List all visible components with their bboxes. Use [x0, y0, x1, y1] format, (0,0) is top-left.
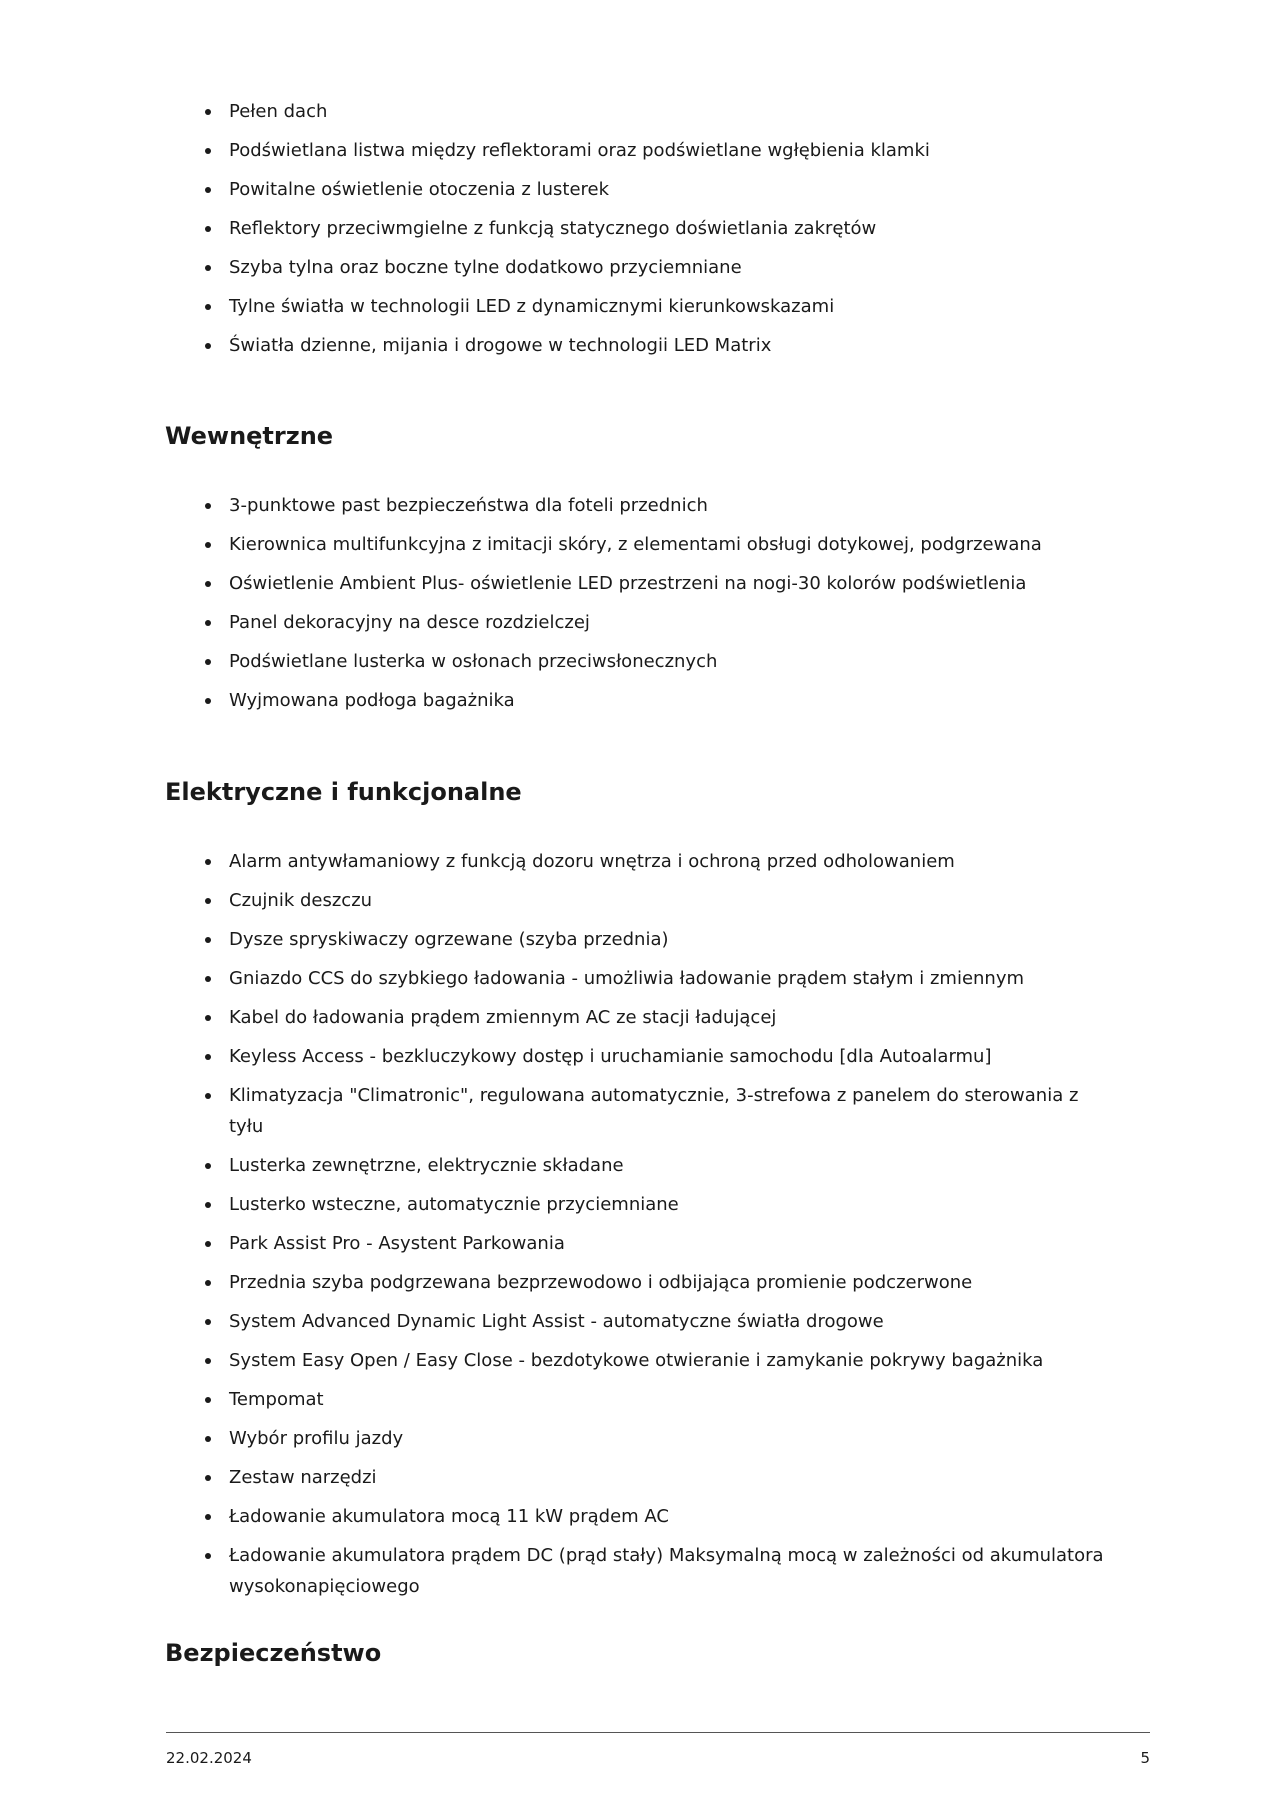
- section-title-electrical: Elektryczne i funkcjonalne: [165, 778, 522, 806]
- list-item: Czujnik deszczu: [205, 885, 1105, 916]
- list-item: Lusterko wsteczne, automatycznie przyciemniane: [205, 1189, 1105, 1220]
- list-item: Klimatyzacja "Climatronic", regulowana automatycznie, 3-strefowa z panelem do sterowania z tyłu: [205, 1080, 1105, 1142]
- list-item: Lusterka zewnętrzne, elektrycznie składane: [205, 1150, 1105, 1181]
- list-item: Oświetlenie Ambient Plus- oświetlenie LED przestrzeni na nogi-30 kolorów podświetlenia: [205, 568, 1105, 599]
- list-item: Keyless Access - bezkluczykowy dostęp i uruchamianie samochodu [dla Autoalarmu]: [205, 1041, 1105, 1072]
- list-item: Kabel do ładowania prądem zmiennym AC ze stacji ładującej: [205, 1002, 1105, 1033]
- footer-divider: [166, 1732, 1150, 1733]
- list-item: Park Assist Pro - Asystent Parkowania: [205, 1228, 1105, 1259]
- exterior-feature-list: [205, 96, 1105, 369]
- list-item: Reflektory przeciwmgielne z funkcją statycznego doświetlania zakrętów: [205, 213, 1105, 244]
- list-item: Zestaw narzędzi: [205, 1462, 1105, 1493]
- list-item: Ładowanie akumulatora mocą 11 kW prądem AC: [205, 1501, 1105, 1532]
- list-item: Wyjmowana podłoga bagażnika: [205, 685, 1105, 716]
- list-item: Gniazdo CCS do szybkiego ładowania - umożliwia ładowanie prądem stałym i zmiennym: [205, 963, 1105, 994]
- electrical-feature-list: [205, 846, 1105, 1610]
- list-item: Podświetlane lusterka w osłonach przeciwsłonecznych: [205, 646, 1105, 677]
- list-item: Dysze spryskiwaczy ogrzewane (szyba przednia): [205, 924, 1105, 955]
- list-item: Tempomat: [205, 1384, 1105, 1415]
- interior-feature-list: [205, 490, 1105, 724]
- list-item: Wybór profilu jazdy: [205, 1423, 1105, 1454]
- list-item: Szyba tylna oraz boczne tylne dodatkowo przyciemniane: [205, 252, 1105, 283]
- section-title-interior: Wewnętrzne: [165, 422, 334, 450]
- footer-date: 22.02.2024: [166, 1749, 252, 1767]
- section-title-safety: Bezpieczeństwo: [165, 1639, 382, 1667]
- page-number: 5: [1140, 1749, 1150, 1767]
- list-item: Kierownica multifunkcyjna z imitacji skóry, z elementami obsługi dotykowej, podgrzewana: [205, 529, 1105, 560]
- list-item: System Advanced Dynamic Light Assist - automatyczne światła drogowe: [205, 1306, 1105, 1337]
- list-item: Tylne światła w technologii LED z dynamicznymi kierunkowskazami: [205, 291, 1105, 322]
- list-item: System Easy Open / Easy Close - bezdotykowe otwieranie i zamykanie pokrywy bagażnika: [205, 1345, 1105, 1376]
- list-item: 3-punktowe past bezpieczeństwa dla foteli przednich: [205, 490, 1105, 521]
- list-item: Panel dekoracyjny na desce rozdzielczej: [205, 607, 1105, 638]
- list-item: Pełen dach: [205, 96, 1105, 127]
- list-item: Powitalne oświetlenie otoczenia z lusterek: [205, 174, 1105, 205]
- list-item: Światła dzienne, mijania i drogowe w technologii LED Matrix: [205, 330, 1105, 361]
- list-item: Przednia szyba podgrzewana bezprzewodowo i odbijająca promienie podczerwone: [205, 1267, 1105, 1298]
- list-item: Ładowanie akumulatora prądem DC (prąd stały) Maksymalną mocą w zależności od akumulatora wysokonapięciowego: [205, 1540, 1105, 1602]
- list-item: Alarm antywłamaniowy z funkcją dozoru wnętrza i ochroną przed odholowaniem: [205, 846, 1105, 877]
- list-item: Podświetlana listwa między reflektorami oraz podświetlane wgłębienia klamki: [205, 135, 1105, 166]
